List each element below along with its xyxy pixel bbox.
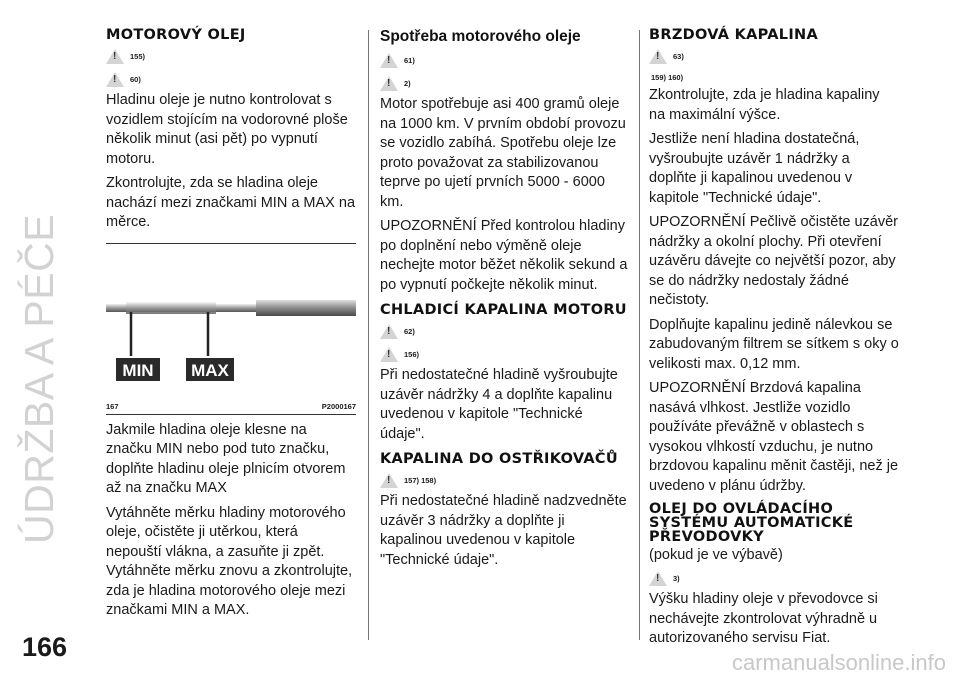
- paragraph: Doplňujte kapalinu jedině nálevkou se zabudovaným filtrem se sítkem s oky o velikosti max. 0,12 mm.: [649, 316, 899, 372]
- column-brake-fluid: [649, 28, 899, 654]
- column-oil-consumption: [380, 28, 630, 575]
- warning-ref-text: 3): [673, 574, 680, 583]
- watermark: carmanualsonline.info: [731, 650, 946, 675]
- warning-ref: [106, 68, 356, 91]
- heading-brake-fluid: BRZDOVÁ KAPALINA: [649, 27, 818, 43]
- column-divider: [368, 30, 369, 640]
- subnote: (pokud je ve výbavě): [649, 547, 783, 563]
- paragraph: Výšku hladiny oleje v převodovce si nechávejte zkontrolovat výhradně u autorizovaného servisu Fiat.: [649, 591, 878, 646]
- warning-triangle-icon: [380, 76, 398, 91]
- warning-triangle-icon: [380, 324, 398, 339]
- warning-ref-text: 61): [404, 56, 415, 65]
- min-label: MIN: [122, 360, 154, 380]
- heading-oil-consumption: Spotřeba motorového oleje: [380, 28, 581, 45]
- warning-ref: [649, 45, 899, 68]
- section-side-title-text: ÚDRŽBA A PÉČE: [16, 213, 62, 544]
- paragraph: Zkontrolujte, zda se hladina oleje nachází mezi značkami MIN a MAX na měrce.: [106, 175, 356, 230]
- warning-ref-text: 155): [130, 52, 146, 61]
- paragraph: Při nedostatečné hladině vyšroubujte uzávěr nádržky 4 a doplňte kapalinu uvedenou v kapitole "Technické údaje".: [380, 367, 618, 442]
- ref-line: [649, 68, 899, 86]
- heading-engine-oil: MOTOROVÝ OLEJ: [106, 27, 246, 43]
- warning-ref-text: 62): [404, 327, 415, 336]
- paragraph: Jakmile hladina oleje klesne na značku MIN nebo pod tuto značku, doplňte hladinu oleje plnicím otvorem až na značku MAX: [106, 421, 346, 496]
- heading-coolant: CHLADICÍ KAPALINA MOTORU: [380, 302, 627, 318]
- warning-triangle-icon: [380, 53, 398, 68]
- section-side-title: [4, 34, 64, 554]
- paragraph: Hladinu oleje je nutno kontrolovat s vozidlem stojícím na vodorovné ploše několik minut (asi pět) po vypnutí motoru.: [106, 92, 348, 167]
- dipstick-illustration: [106, 246, 356, 391]
- ref-line-text: 159) 160): [651, 72, 684, 82]
- figure-caption: [106, 402, 356, 411]
- paragraph: Zkontrolujte, zda je hladina kapaliny na maximální výšce.: [649, 87, 880, 123]
- warning-ref: [380, 72, 630, 95]
- heading-transmission-oil: OLEJ DO OVLÁDACÍHO SYSTÉMU AUTOMATICKÉ PŘEVODOVKY: [649, 501, 854, 545]
- column-engine-oil: [106, 28, 356, 626]
- warning-ref-text: 2): [404, 79, 411, 88]
- figure-code: P2000167: [321, 401, 356, 411]
- max-label: MAX: [191, 360, 229, 380]
- warning-ref: [380, 469, 630, 492]
- warning-triangle-icon: [380, 347, 398, 362]
- warning-ref: [380, 49, 630, 72]
- figure-number: 167: [106, 401, 119, 411]
- warning-ref-text: 60): [130, 75, 141, 84]
- paragraph: UPOZORNĚNÍ Pečlivě očistěte uzávěr nádržky a okolní plochy. Při otevření uzávěru dávejte co největší pozor, aby se do nádržky nedostaly žádné nečistoty.: [649, 214, 898, 308]
- warning-ref: [649, 567, 899, 590]
- heading-washer-fluid: KAPALINA DO OSTŘIKOVAČŮ: [380, 451, 618, 467]
- warning-triangle-icon: [649, 49, 667, 64]
- paragraph: Při nedostatečné hladině nadzvedněte uzávěr 3 nádržky a doplňte ji kapalinou uvedenou v kapitole "Technické údaje".: [380, 493, 627, 568]
- warning-ref: [380, 320, 630, 343]
- dipstick-tube: [256, 300, 356, 316]
- warning-ref: [106, 45, 356, 68]
- paragraph: Jestliže není hladina dostatečná, vyšroubujte uzávěr 1 nádržky a doplňte ji kapalinou uvedenou v kapitole "Technické údaje".: [649, 131, 860, 206]
- column-divider: [639, 30, 640, 640]
- warning-triangle-icon: [649, 571, 667, 586]
- warning-ref-text: 157) 158): [404, 476, 437, 485]
- warning-ref-text: 156): [404, 350, 420, 359]
- warning-triangle-icon: [380, 473, 398, 488]
- paragraph: Motor spotřebuje asi 400 gramů oleje na 1000 km. V prvním období provozu se vozidlo zabíhá. Spotřebu oleje lze proto považovat za stabilizovanou teprve po ujetí prvních 5000 - 6000 km.: [380, 96, 626, 210]
- warning-triangle-icon: [106, 72, 124, 87]
- paragraph: UPOZORNĚNÍ Brzdová kapalina nasává vlhkost. Jestliže vozidlo používáte převážně v oblastech s vysokou vlhkostí vzduchu, je nutno brzdovou kapalinu měnit častěji, než je uvedeno v plánu údržby.: [649, 380, 899, 494]
- dipstick-figure: [106, 243, 356, 415]
- paragraph: Vytáhněte měrku hladiny motorového oleje, očistěte ji utěrkou, která nepouští vlákna, a zasuňte ji zpět. Vytáhněte měrku znovu a zkontrolujte, zda je hladina motorového oleje mezi značkami MIN a MAX.: [106, 504, 353, 618]
- paragraph: UPOZORNĚNÍ Před kontrolou hladiny po doplnění nebo výměně oleje nechejte motor běžet několik sekund a po vypnutí počkejte několik minut.: [380, 218, 628, 293]
- warning-ref-text: 63): [673, 52, 684, 61]
- page-number: 166: [22, 632, 68, 662]
- warning-ref: [380, 343, 630, 366]
- warning-triangle-icon: [106, 49, 124, 64]
